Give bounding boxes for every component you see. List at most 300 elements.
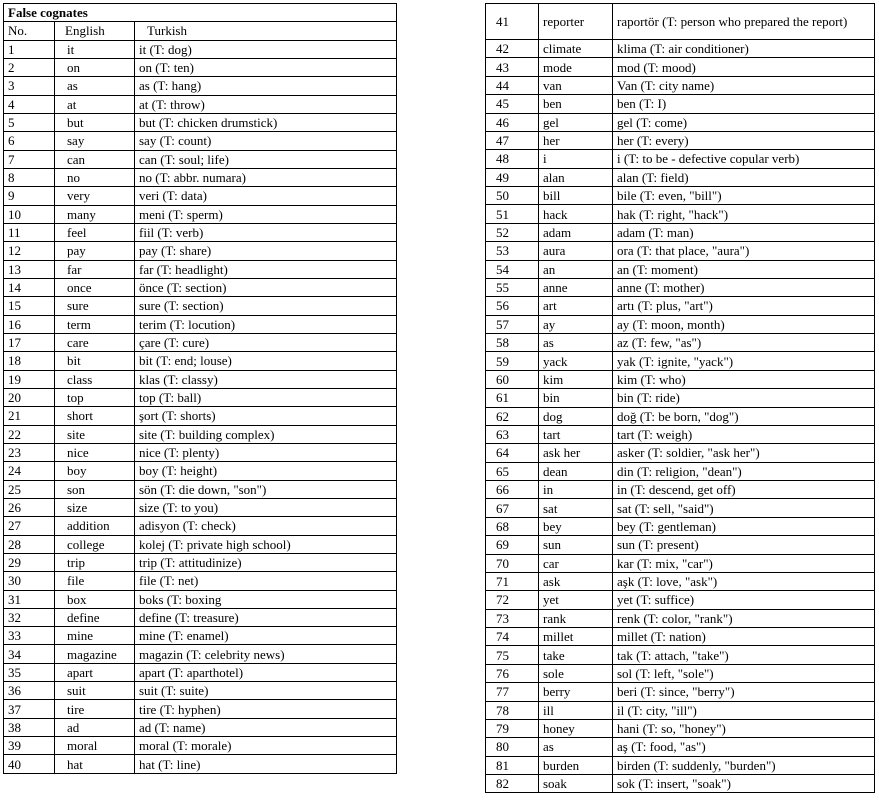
cell-number: 67 <box>486 499 539 517</box>
cell-number: 17 <box>4 333 55 351</box>
cell-number: 41 <box>486 4 539 40</box>
table-row <box>4 462 397 480</box>
cell-turkish: bey (T: gentleman) <box>613 517 875 535</box>
cell-number: 53 <box>486 242 539 260</box>
cell-number: 52 <box>486 223 539 241</box>
cell-english: file <box>55 572 135 590</box>
table-row <box>4 517 397 535</box>
table-row <box>486 719 875 737</box>
cell-number: 36 <box>4 682 55 700</box>
table-row <box>4 187 397 205</box>
cell-english: art <box>539 297 613 315</box>
cell-turkish: hani (T: so, "honey") <box>613 719 875 737</box>
cell-english: sun <box>539 536 613 554</box>
cell-number: 47 <box>486 131 539 149</box>
cell-turkish: artı (T: plus, "art") <box>613 297 875 315</box>
cell-english: tart <box>539 425 613 443</box>
cell-turkish: pay (T: share) <box>135 242 397 260</box>
cell-english: reporter <box>539 4 613 40</box>
table-row <box>4 205 397 223</box>
cell-turkish: kim (T: who) <box>613 370 875 388</box>
table-row <box>486 113 875 131</box>
table-row <box>486 481 875 499</box>
cell-english: bin <box>539 389 613 407</box>
cell-english: alan <box>539 168 613 186</box>
cell-turkish: nice (T: plenty) <box>135 443 397 461</box>
cell-turkish: bile (T: even, "bill") <box>613 187 875 205</box>
table-row <box>4 77 397 95</box>
cell-number: 16 <box>4 315 55 333</box>
cell-number: 56 <box>486 297 539 315</box>
cell-turkish: millet (T: nation) <box>613 628 875 646</box>
cell-turkish: klima (T: air conditioner) <box>613 40 875 58</box>
cell-number: 60 <box>486 370 539 388</box>
cell-english: as <box>55 77 135 95</box>
cell-turkish: kar (T: mix, "car") <box>613 554 875 572</box>
cell-english: rank <box>539 609 613 627</box>
cell-turkish: as (T: hang) <box>135 77 397 95</box>
cell-english: mine <box>55 627 135 645</box>
cell-english: burden <box>539 756 613 774</box>
cell-number: 62 <box>486 407 539 425</box>
cell-number: 24 <box>4 462 55 480</box>
table-row <box>4 590 397 608</box>
cell-turkish: i (T: to be - defective copular verb) <box>613 150 875 168</box>
cell-english: adam <box>539 223 613 241</box>
cell-english: at <box>55 95 135 113</box>
cell-english: sure <box>55 297 135 315</box>
cell-number: 82 <box>486 775 539 793</box>
cell-turkish: doğ (T: be born, "dog") <box>613 407 875 425</box>
cell-english: moral <box>55 737 135 755</box>
table-row <box>486 187 875 205</box>
cell-english: yet <box>539 591 613 609</box>
table-row <box>4 352 397 370</box>
cell-english: many <box>55 205 135 223</box>
cell-turkish: apart (T: aparthotel) <box>135 663 397 681</box>
cell-number: 8 <box>4 168 55 186</box>
cell-turkish: on (T: ten) <box>135 58 397 76</box>
cell-english: far <box>55 260 135 278</box>
cell-turkish: veri (T: data) <box>135 187 397 205</box>
cell-number: 30 <box>4 572 55 590</box>
cell-turkish: bin (T: ride) <box>613 389 875 407</box>
cell-turkish: alan (T: field) <box>613 168 875 186</box>
table-row <box>4 315 397 333</box>
table-row <box>486 168 875 186</box>
cell-english: i <box>539 150 613 168</box>
table-row <box>4 737 397 755</box>
table-row <box>4 443 397 461</box>
cell-turkish: no (T: abbr. numara) <box>135 168 397 186</box>
cell-turkish: şort (T: shorts) <box>135 407 397 425</box>
cell-number: 14 <box>4 278 55 296</box>
cell-english: short <box>55 407 135 425</box>
cell-english: ask her <box>539 444 613 462</box>
cell-turkish: ad (T: name) <box>135 718 397 736</box>
cell-english: as <box>539 334 613 352</box>
cell-english: on <box>55 58 135 76</box>
cell-turkish: her (T: every) <box>613 131 875 149</box>
cell-number: 50 <box>486 187 539 205</box>
cell-number: 58 <box>486 334 539 352</box>
cell-turkish: beri (T: since, "berry") <box>613 683 875 701</box>
cell-number: 54 <box>486 260 539 278</box>
table-row <box>4 113 397 131</box>
table-row <box>4 480 397 498</box>
cell-english: feel <box>55 223 135 241</box>
cell-turkish: tak (T: attach, "take") <box>613 646 875 664</box>
cell-number: 70 <box>486 554 539 572</box>
cell-turkish: il (T: city, "ill") <box>613 701 875 719</box>
header-row <box>4 22 397 40</box>
table-row <box>486 499 875 517</box>
cell-english: in <box>539 481 613 499</box>
cell-number: 69 <box>486 536 539 554</box>
table-title: False cognates <box>4 4 397 22</box>
table-row <box>4 755 397 773</box>
table-row <box>4 297 397 315</box>
cell-number: 38 <box>4 718 55 736</box>
false-cognates-table-left <box>3 3 397 774</box>
table-row <box>486 297 875 315</box>
table-row <box>4 260 397 278</box>
table-row <box>4 132 397 150</box>
cell-number: 77 <box>486 683 539 701</box>
cell-turkish: Van (T: city name) <box>613 76 875 94</box>
table-row <box>4 407 397 425</box>
cell-number: 43 <box>486 58 539 76</box>
cell-turkish: boy (T: height) <box>135 462 397 480</box>
table-row <box>486 462 875 480</box>
cell-number: 19 <box>4 370 55 388</box>
header-turkish: Turkish <box>135 22 397 40</box>
cell-english: site <box>55 425 135 443</box>
cell-number: 63 <box>486 425 539 443</box>
table-row <box>4 95 397 113</box>
cell-number: 9 <box>4 187 55 205</box>
cell-number: 73 <box>486 609 539 627</box>
table-row <box>4 388 397 406</box>
table-row <box>486 738 875 756</box>
table-row <box>4 682 397 700</box>
cell-number: 20 <box>4 388 55 406</box>
cell-number: 40 <box>4 755 55 773</box>
cell-english: car <box>539 554 613 572</box>
cell-turkish: ay (T: moon, month) <box>613 315 875 333</box>
cell-number: 57 <box>486 315 539 333</box>
header-no: No. <box>4 22 55 40</box>
cell-turkish: define (T: treasure) <box>135 608 397 626</box>
table-row <box>4 168 397 186</box>
cell-turkish: önce (T: section) <box>135 278 397 296</box>
table-row <box>486 775 875 793</box>
cell-number: 11 <box>4 223 55 241</box>
cell-english: define <box>55 608 135 626</box>
cell-english: kim <box>539 370 613 388</box>
cell-number: 44 <box>486 76 539 94</box>
table-row <box>4 333 397 351</box>
cell-number: 48 <box>486 150 539 168</box>
cell-english: take <box>539 646 613 664</box>
table-row <box>486 242 875 260</box>
cell-english: hack <box>539 205 613 223</box>
table-row <box>486 646 875 664</box>
cell-turkish: birden (T: suddenly, "burden") <box>613 756 875 774</box>
cell-turkish: hat (T: line) <box>135 755 397 773</box>
cell-english: addition <box>55 517 135 535</box>
cell-number: 37 <box>4 700 55 718</box>
table-row <box>4 663 397 681</box>
cell-english: her <box>539 131 613 149</box>
cell-turkish: mine (T: enamel) <box>135 627 397 645</box>
cell-number: 7 <box>4 150 55 168</box>
cell-turkish: kolej (T: private high school) <box>135 535 397 553</box>
cell-number: 15 <box>4 297 55 315</box>
cell-english: sat <box>539 499 613 517</box>
cell-number: 42 <box>486 40 539 58</box>
table-row <box>486 131 875 149</box>
table-row <box>486 628 875 646</box>
cell-english: size <box>55 498 135 516</box>
cell-turkish: in (T: descend, get off) <box>613 481 875 499</box>
table-row <box>4 718 397 736</box>
cell-english: ben <box>539 95 613 113</box>
cell-number: 25 <box>4 480 55 498</box>
cell-english: sole <box>539 664 613 682</box>
table-row <box>486 591 875 609</box>
cell-turkish: size (T: to you) <box>135 498 397 516</box>
cell-number: 71 <box>486 572 539 590</box>
cell-turkish: sun (T: present) <box>613 536 875 554</box>
cell-number: 26 <box>4 498 55 516</box>
cell-english: nice <box>55 443 135 461</box>
cell-english: ask <box>539 572 613 590</box>
cell-turkish: mod (T: mood) <box>613 58 875 76</box>
table-row <box>486 389 875 407</box>
cell-english: apart <box>55 663 135 681</box>
cell-english: college <box>55 535 135 553</box>
cell-number: 81 <box>486 756 539 774</box>
table-row <box>4 223 397 241</box>
cell-english: ay <box>539 315 613 333</box>
cell-number: 79 <box>486 719 539 737</box>
cell-turkish: but (T: chicken drumstick) <box>135 113 397 131</box>
cell-number: 45 <box>486 95 539 113</box>
cell-turkish: raportör (T: person who prepared the report) <box>613 4 875 40</box>
cell-number: 61 <box>486 389 539 407</box>
cell-number: 51 <box>486 205 539 223</box>
cell-number: 74 <box>486 628 539 646</box>
cell-number: 76 <box>486 664 539 682</box>
cell-number: 27 <box>4 517 55 535</box>
cell-english: tire <box>55 700 135 718</box>
cell-english: trip <box>55 553 135 571</box>
table-row <box>486 205 875 223</box>
cell-english: can <box>55 150 135 168</box>
cell-turkish: sol (T: left, "sole") <box>613 664 875 682</box>
cell-turkish: yet (T: suffice) <box>613 591 875 609</box>
cell-turkish: aşk (T: love, "ask") <box>613 572 875 590</box>
cell-number: 72 <box>486 591 539 609</box>
table-row <box>4 553 397 571</box>
cell-number: 75 <box>486 646 539 664</box>
cell-english: care <box>55 333 135 351</box>
cell-number: 12 <box>4 242 55 260</box>
table-row <box>4 498 397 516</box>
false-cognates-table-right <box>485 3 875 793</box>
cell-english: magazine <box>55 645 135 663</box>
table-row <box>4 425 397 443</box>
cell-english: say <box>55 132 135 150</box>
cell-english: honey <box>539 719 613 737</box>
cell-turkish: an (T: moment) <box>613 260 875 278</box>
cell-turkish: far (T: headlight) <box>135 260 397 278</box>
cell-turkish: top (T: ball) <box>135 388 397 406</box>
cell-turkish: ben (T: I) <box>613 95 875 113</box>
cell-english: ad <box>55 718 135 736</box>
cell-number: 2 <box>4 58 55 76</box>
cell-number: 55 <box>486 278 539 296</box>
cell-english: dog <box>539 407 613 425</box>
table-row <box>4 645 397 663</box>
cell-turkish: anne (T: mother) <box>613 278 875 296</box>
cell-number: 3 <box>4 77 55 95</box>
cell-turkish: it (T: dog) <box>135 40 397 58</box>
cell-number: 32 <box>4 608 55 626</box>
cell-english: bey <box>539 517 613 535</box>
cell-number: 4 <box>4 95 55 113</box>
cell-english: bill <box>539 187 613 205</box>
cell-turkish: terim (T: locution) <box>135 315 397 333</box>
cell-english: soak <box>539 775 613 793</box>
cell-english: class <box>55 370 135 388</box>
table-row <box>486 756 875 774</box>
cell-turkish: çare (T: cure) <box>135 333 397 351</box>
cell-turkish: yak (T: ignite, "yack") <box>613 352 875 370</box>
cell-number: 66 <box>486 481 539 499</box>
cell-english: once <box>55 278 135 296</box>
cell-number: 31 <box>4 590 55 608</box>
cell-english: hat <box>55 755 135 773</box>
table-row <box>486 223 875 241</box>
table-row <box>486 150 875 168</box>
cell-number: 6 <box>4 132 55 150</box>
table-row <box>486 4 875 40</box>
cell-number: 80 <box>486 738 539 756</box>
table-row <box>486 315 875 333</box>
cell-turkish: adam (T: man) <box>613 223 875 241</box>
cell-turkish: tart (T: weigh) <box>613 425 875 443</box>
cell-turkish: sat (T: sell, "said") <box>613 499 875 517</box>
table-row <box>4 150 397 168</box>
cell-turkish: klas (T: classy) <box>135 370 397 388</box>
cell-number: 64 <box>486 444 539 462</box>
table-row <box>486 76 875 94</box>
table-row <box>486 536 875 554</box>
cell-number: 5 <box>4 113 55 131</box>
cell-english: bit <box>55 352 135 370</box>
cell-number: 1 <box>4 40 55 58</box>
cell-turkish: meni (T: sperm) <box>135 205 397 223</box>
cell-english: climate <box>539 40 613 58</box>
table-row <box>486 278 875 296</box>
cell-turkish: tire (T: hyphen) <box>135 700 397 718</box>
cell-english: it <box>55 40 135 58</box>
table-row <box>486 425 875 443</box>
table-row <box>486 40 875 58</box>
cell-turkish: trip (T: attitudinize) <box>135 553 397 571</box>
cell-english: aura <box>539 242 613 260</box>
cell-english: suit <box>55 682 135 700</box>
table-row <box>486 95 875 113</box>
table-row <box>486 334 875 352</box>
cell-english: but <box>55 113 135 131</box>
cell-turkish: site (T: building complex) <box>135 425 397 443</box>
table-row <box>4 572 397 590</box>
table-row <box>486 370 875 388</box>
cell-english: as <box>539 738 613 756</box>
cell-english: mode <box>539 58 613 76</box>
cell-number: 28 <box>4 535 55 553</box>
cell-english: term <box>55 315 135 333</box>
cell-turkish: gel (T: come) <box>613 113 875 131</box>
cell-english: box <box>55 590 135 608</box>
cell-turkish: say (T: count) <box>135 132 397 150</box>
cell-number: 13 <box>4 260 55 278</box>
cell-number: 10 <box>4 205 55 223</box>
table-row <box>486 517 875 535</box>
table-row <box>4 40 397 58</box>
cell-number: 18 <box>4 352 55 370</box>
cell-turkish: suit (T: suite) <box>135 682 397 700</box>
cell-turkish: fiil (T: verb) <box>135 223 397 241</box>
cell-turkish: sok (T: insert, "soak") <box>613 775 875 793</box>
cell-english: yack <box>539 352 613 370</box>
table-row <box>4 700 397 718</box>
table-row <box>486 664 875 682</box>
cell-turkish: aş (T: food, "as") <box>613 738 875 756</box>
cell-english: berry <box>539 683 613 701</box>
cell-turkish: can (T: soul; life) <box>135 150 397 168</box>
table-row <box>486 701 875 719</box>
table-row <box>486 444 875 462</box>
table-row <box>486 609 875 627</box>
cell-turkish: sön (T: die down, "son") <box>135 480 397 498</box>
cell-turkish: din (T: religion, "dean") <box>613 462 875 480</box>
cell-turkish: adisyon (T: check) <box>135 517 397 535</box>
cell-turkish: az (T: few, "as") <box>613 334 875 352</box>
cell-english: gel <box>539 113 613 131</box>
table-row <box>486 554 875 572</box>
cell-number: 34 <box>4 645 55 663</box>
cell-turkish: hak (T: right, "hack") <box>613 205 875 223</box>
table-row <box>4 370 397 388</box>
cell-turkish: magazin (T: celebrity news) <box>135 645 397 663</box>
table-row <box>4 58 397 76</box>
table-row <box>486 683 875 701</box>
cell-english: son <box>55 480 135 498</box>
cell-turkish: file (T: net) <box>135 572 397 590</box>
cell-number: 22 <box>4 425 55 443</box>
cell-turkish: at (T: throw) <box>135 95 397 113</box>
cell-number: 33 <box>4 627 55 645</box>
cell-number: 68 <box>486 517 539 535</box>
table-row <box>486 58 875 76</box>
cell-english: millet <box>539 628 613 646</box>
cell-turkish: moral (T: morale) <box>135 737 397 755</box>
cell-number: 39 <box>4 737 55 755</box>
